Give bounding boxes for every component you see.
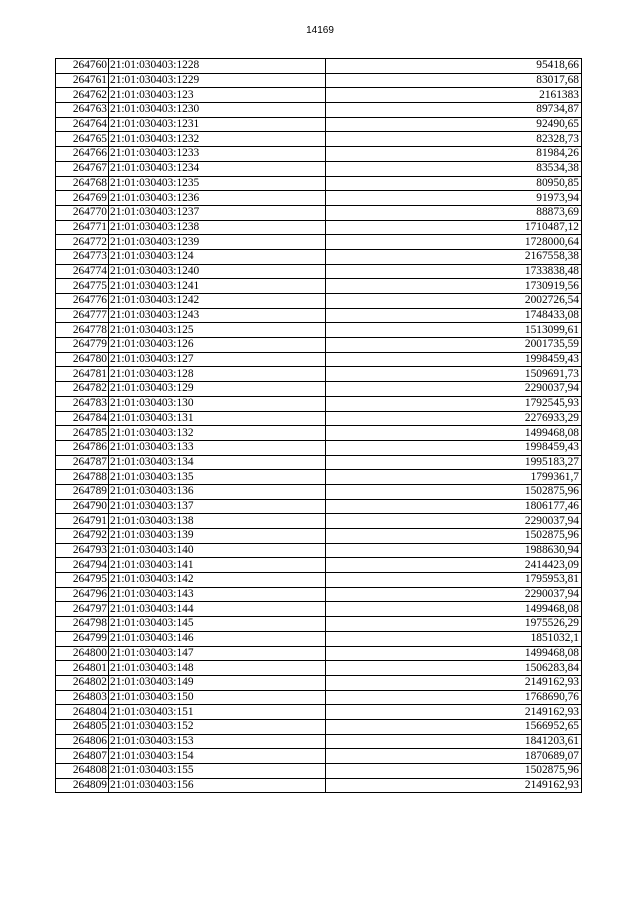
table-row xyxy=(56,205,582,220)
table-row xyxy=(56,602,582,617)
table-row xyxy=(56,514,582,529)
row-number-cell: 264797 xyxy=(56,602,109,617)
row-number-cell: 264783 xyxy=(56,396,109,411)
value-cell: 1730919,56 xyxy=(326,279,582,294)
table-row xyxy=(56,220,582,235)
table-row xyxy=(56,147,582,162)
row-number-cell: 264784 xyxy=(56,411,109,426)
cadastral-number-cell: 21:01:030403:138 xyxy=(109,514,326,529)
row-number-cell: 264778 xyxy=(56,323,109,338)
row-number-cell: 264763 xyxy=(56,103,109,118)
cadastral-number-cell: 21:01:030403:136 xyxy=(109,484,326,499)
cadastral-number-cell: 21:01:030403:134 xyxy=(109,455,326,470)
value-cell: 2290037,94 xyxy=(326,514,582,529)
row-number-cell: 264809 xyxy=(56,778,109,793)
table-row xyxy=(56,264,582,279)
table-row xyxy=(56,249,582,264)
row-number-cell: 264794 xyxy=(56,558,109,573)
cadastral-number-cell: 21:01:030403:148 xyxy=(109,661,326,676)
table-row xyxy=(56,396,582,411)
cadastral-number-cell: 21:01:030403:155 xyxy=(109,764,326,779)
table-row xyxy=(56,308,582,323)
table-row xyxy=(56,367,582,382)
row-number-cell: 264792 xyxy=(56,529,109,544)
value-cell: 2001735,59 xyxy=(326,338,582,353)
cadastral-number-cell: 21:01:030403:127 xyxy=(109,352,326,367)
cadastral-number-cell: 21:01:030403:140 xyxy=(109,543,326,558)
table-row xyxy=(56,338,582,353)
table-row xyxy=(56,749,582,764)
table-row xyxy=(56,73,582,88)
row-number-cell: 264779 xyxy=(56,338,109,353)
table-row xyxy=(56,132,582,147)
table-row xyxy=(56,323,582,338)
row-number-cell: 264786 xyxy=(56,440,109,455)
table-row xyxy=(56,455,582,470)
value-cell: 82328,73 xyxy=(326,132,582,147)
table-row xyxy=(56,161,582,176)
value-cell: 83017,68 xyxy=(326,73,582,88)
value-cell: 91973,94 xyxy=(326,191,582,206)
table-row xyxy=(56,382,582,397)
table-row xyxy=(56,411,582,426)
row-number-cell: 264790 xyxy=(56,499,109,514)
cadastral-number-cell: 21:01:030403:145 xyxy=(109,617,326,632)
row-number-cell: 264761 xyxy=(56,73,109,88)
value-cell: 1975526,29 xyxy=(326,617,582,632)
table-body xyxy=(56,59,582,793)
row-number-cell: 264802 xyxy=(56,675,109,690)
cadastral-number-cell: 21:01:030403:123 xyxy=(109,88,326,103)
table-row xyxy=(56,470,582,485)
row-number-cell: 264785 xyxy=(56,426,109,441)
table-row xyxy=(56,661,582,676)
row-number-cell: 264804 xyxy=(56,705,109,720)
row-number-cell: 264771 xyxy=(56,220,109,235)
row-number-cell: 264767 xyxy=(56,161,109,176)
value-cell: 1998459,43 xyxy=(326,352,582,367)
table-row xyxy=(56,499,582,514)
cadastral-number-cell: 21:01:030403:1233 xyxy=(109,147,326,162)
table-row xyxy=(56,705,582,720)
value-cell: 1710487,12 xyxy=(326,220,582,235)
row-number-cell: 264770 xyxy=(56,205,109,220)
value-cell: 1733838,48 xyxy=(326,264,582,279)
cadastral-number-cell: 21:01:030403:1237 xyxy=(109,205,326,220)
cadastral-number-cell: 21:01:030403:147 xyxy=(109,646,326,661)
cadastral-number-cell: 21:01:030403:129 xyxy=(109,382,326,397)
row-number-cell: 264805 xyxy=(56,719,109,734)
value-cell: 1502875,96 xyxy=(326,484,582,499)
cadastral-number-cell: 21:01:030403:142 xyxy=(109,573,326,588)
cadastral-number-cell: 21:01:030403:156 xyxy=(109,778,326,793)
table-row xyxy=(56,235,582,250)
value-cell: 1513099,61 xyxy=(326,323,582,338)
table-row xyxy=(56,646,582,661)
cadastral-number-cell: 21:01:030403:154 xyxy=(109,749,326,764)
cadastral-number-cell: 21:01:030403:135 xyxy=(109,470,326,485)
cadastral-number-cell: 21:01:030403:153 xyxy=(109,734,326,749)
table-row xyxy=(56,690,582,705)
value-cell: 1768690,76 xyxy=(326,690,582,705)
table-row xyxy=(56,103,582,118)
row-number-cell: 264800 xyxy=(56,646,109,661)
value-cell: 80950,85 xyxy=(326,176,582,191)
value-cell: 1795953,81 xyxy=(326,573,582,588)
row-number-cell: 264781 xyxy=(56,367,109,382)
cadastral-number-cell: 21:01:030403:1243 xyxy=(109,308,326,323)
value-cell: 2290037,94 xyxy=(326,587,582,602)
value-cell: 1792545,93 xyxy=(326,396,582,411)
value-cell: 1841203,61 xyxy=(326,734,582,749)
row-number-cell: 264793 xyxy=(56,543,109,558)
value-cell: 89734,87 xyxy=(326,103,582,118)
value-cell: 1870689,07 xyxy=(326,749,582,764)
row-number-cell: 264775 xyxy=(56,279,109,294)
cadastral-number-cell: 21:01:030403:1240 xyxy=(109,264,326,279)
cadastral-number-cell: 21:01:030403:132 xyxy=(109,426,326,441)
value-cell: 1499468,08 xyxy=(326,646,582,661)
data-table-container xyxy=(55,58,581,793)
row-number-cell: 264791 xyxy=(56,514,109,529)
value-cell: 1806177,46 xyxy=(326,499,582,514)
cadastral-number-cell: 21:01:030403:152 xyxy=(109,719,326,734)
value-cell: 2414423,09 xyxy=(326,558,582,573)
row-number-cell: 264788 xyxy=(56,470,109,485)
cadastral-number-cell: 21:01:030403:146 xyxy=(109,631,326,646)
cadastral-number-cell: 21:01:030403:137 xyxy=(109,499,326,514)
row-number-cell: 264796 xyxy=(56,587,109,602)
row-number-cell: 264798 xyxy=(56,617,109,632)
value-cell: 1566952,65 xyxy=(326,719,582,734)
value-cell: 2002726,54 xyxy=(326,294,582,309)
value-cell: 88873,69 xyxy=(326,205,582,220)
table-row xyxy=(56,587,582,602)
cadastral-number-cell: 21:01:030403:150 xyxy=(109,690,326,705)
row-number-cell: 264762 xyxy=(56,88,109,103)
table-row xyxy=(56,279,582,294)
data-table xyxy=(55,58,582,793)
value-cell: 81984,26 xyxy=(326,147,582,162)
table-row xyxy=(56,294,582,309)
row-number-cell: 264774 xyxy=(56,264,109,279)
value-cell: 1998459,43 xyxy=(326,440,582,455)
cadastral-number-cell: 21:01:030403:1231 xyxy=(109,117,326,132)
value-cell: 2161383 xyxy=(326,88,582,103)
table-row xyxy=(56,734,582,749)
value-cell: 1748433,08 xyxy=(326,308,582,323)
table-row xyxy=(56,543,582,558)
cadastral-number-cell: 21:01:030403:1234 xyxy=(109,161,326,176)
row-number-cell: 264795 xyxy=(56,573,109,588)
value-cell: 2276933,29 xyxy=(326,411,582,426)
cadastral-number-cell: 21:01:030403:130 xyxy=(109,396,326,411)
table-row xyxy=(56,484,582,499)
page-number: 14169 xyxy=(306,25,334,36)
row-number-cell: 264773 xyxy=(56,249,109,264)
cadastral-number-cell: 21:01:030403:1239 xyxy=(109,235,326,250)
row-number-cell: 264777 xyxy=(56,308,109,323)
value-cell: 2149162,93 xyxy=(326,778,582,793)
row-number-cell: 264808 xyxy=(56,764,109,779)
cadastral-number-cell: 21:01:030403:1241 xyxy=(109,279,326,294)
row-number-cell: 264780 xyxy=(56,352,109,367)
table-row xyxy=(56,675,582,690)
row-number-cell: 264806 xyxy=(56,734,109,749)
value-cell: 2149162,93 xyxy=(326,705,582,720)
row-number-cell: 264807 xyxy=(56,749,109,764)
table-row xyxy=(56,440,582,455)
table-row xyxy=(56,117,582,132)
value-cell: 1506283,84 xyxy=(326,661,582,676)
cadastral-number-cell: 21:01:030403:125 xyxy=(109,323,326,338)
cadastral-number-cell: 21:01:030403:131 xyxy=(109,411,326,426)
table-row xyxy=(56,573,582,588)
cadastral-number-cell: 21:01:030403:1235 xyxy=(109,176,326,191)
row-number-cell: 264801 xyxy=(56,661,109,676)
value-cell: 83534,38 xyxy=(326,161,582,176)
row-number-cell: 264760 xyxy=(56,59,109,74)
cadastral-number-cell: 21:01:030403:133 xyxy=(109,440,326,455)
cadastral-number-cell: 21:01:030403:126 xyxy=(109,338,326,353)
value-cell: 1499468,08 xyxy=(326,602,582,617)
table-row xyxy=(56,778,582,793)
row-number-cell: 264769 xyxy=(56,191,109,206)
cadastral-number-cell: 21:01:030403:1236 xyxy=(109,191,326,206)
cadastral-number-cell: 21:01:030403:124 xyxy=(109,249,326,264)
cadastral-number-cell: 21:01:030403:143 xyxy=(109,587,326,602)
cadastral-number-cell: 21:01:030403:1232 xyxy=(109,132,326,147)
row-number-cell: 264782 xyxy=(56,382,109,397)
table-row xyxy=(56,59,582,74)
value-cell: 1502875,96 xyxy=(326,764,582,779)
cadastral-number-cell: 21:01:030403:1229 xyxy=(109,73,326,88)
row-number-cell: 264803 xyxy=(56,690,109,705)
row-number-cell: 264787 xyxy=(56,455,109,470)
value-cell: 1988630,94 xyxy=(326,543,582,558)
value-cell: 1499468,08 xyxy=(326,426,582,441)
value-cell: 1995183,27 xyxy=(326,455,582,470)
cadastral-number-cell: 21:01:030403:151 xyxy=(109,705,326,720)
table-row xyxy=(56,426,582,441)
cadastral-number-cell: 21:01:030403:1242 xyxy=(109,294,326,309)
row-number-cell: 264768 xyxy=(56,176,109,191)
row-number-cell: 264764 xyxy=(56,117,109,132)
table-row xyxy=(56,558,582,573)
row-number-cell: 264799 xyxy=(56,631,109,646)
table-row xyxy=(56,631,582,646)
value-cell: 1728000,64 xyxy=(326,235,582,250)
value-cell: 1502875,96 xyxy=(326,529,582,544)
cadastral-number-cell: 21:01:030403:141 xyxy=(109,558,326,573)
value-cell: 2290037,94 xyxy=(326,382,582,397)
table-row xyxy=(56,191,582,206)
table-row xyxy=(56,176,582,191)
cadastral-number-cell: 21:01:030403:149 xyxy=(109,675,326,690)
cadastral-number-cell: 21:01:030403:139 xyxy=(109,529,326,544)
value-cell: 2167558,38 xyxy=(326,249,582,264)
table-row xyxy=(56,529,582,544)
row-number-cell: 264772 xyxy=(56,235,109,250)
value-cell: 1509691,73 xyxy=(326,367,582,382)
table-row xyxy=(56,764,582,779)
row-number-cell: 264776 xyxy=(56,294,109,309)
value-cell: 1851032,1 xyxy=(326,631,582,646)
table-row xyxy=(56,719,582,734)
table-row xyxy=(56,352,582,367)
row-number-cell: 264765 xyxy=(56,132,109,147)
cadastral-number-cell: 21:01:030403:1230 xyxy=(109,103,326,118)
row-number-cell: 264766 xyxy=(56,147,109,162)
cadastral-number-cell: 21:01:030403:1238 xyxy=(109,220,326,235)
value-cell: 95418,66 xyxy=(326,59,582,74)
cadastral-number-cell: 21:01:030403:128 xyxy=(109,367,326,382)
value-cell: 1799361,7 xyxy=(326,470,582,485)
cadastral-number-cell: 21:01:030403:1228 xyxy=(109,59,326,74)
value-cell: 92490,65 xyxy=(326,117,582,132)
row-number-cell: 264789 xyxy=(56,484,109,499)
value-cell: 2149162,93 xyxy=(326,675,582,690)
table-row xyxy=(56,88,582,103)
table-row xyxy=(56,617,582,632)
cadastral-number-cell: 21:01:030403:144 xyxy=(109,602,326,617)
